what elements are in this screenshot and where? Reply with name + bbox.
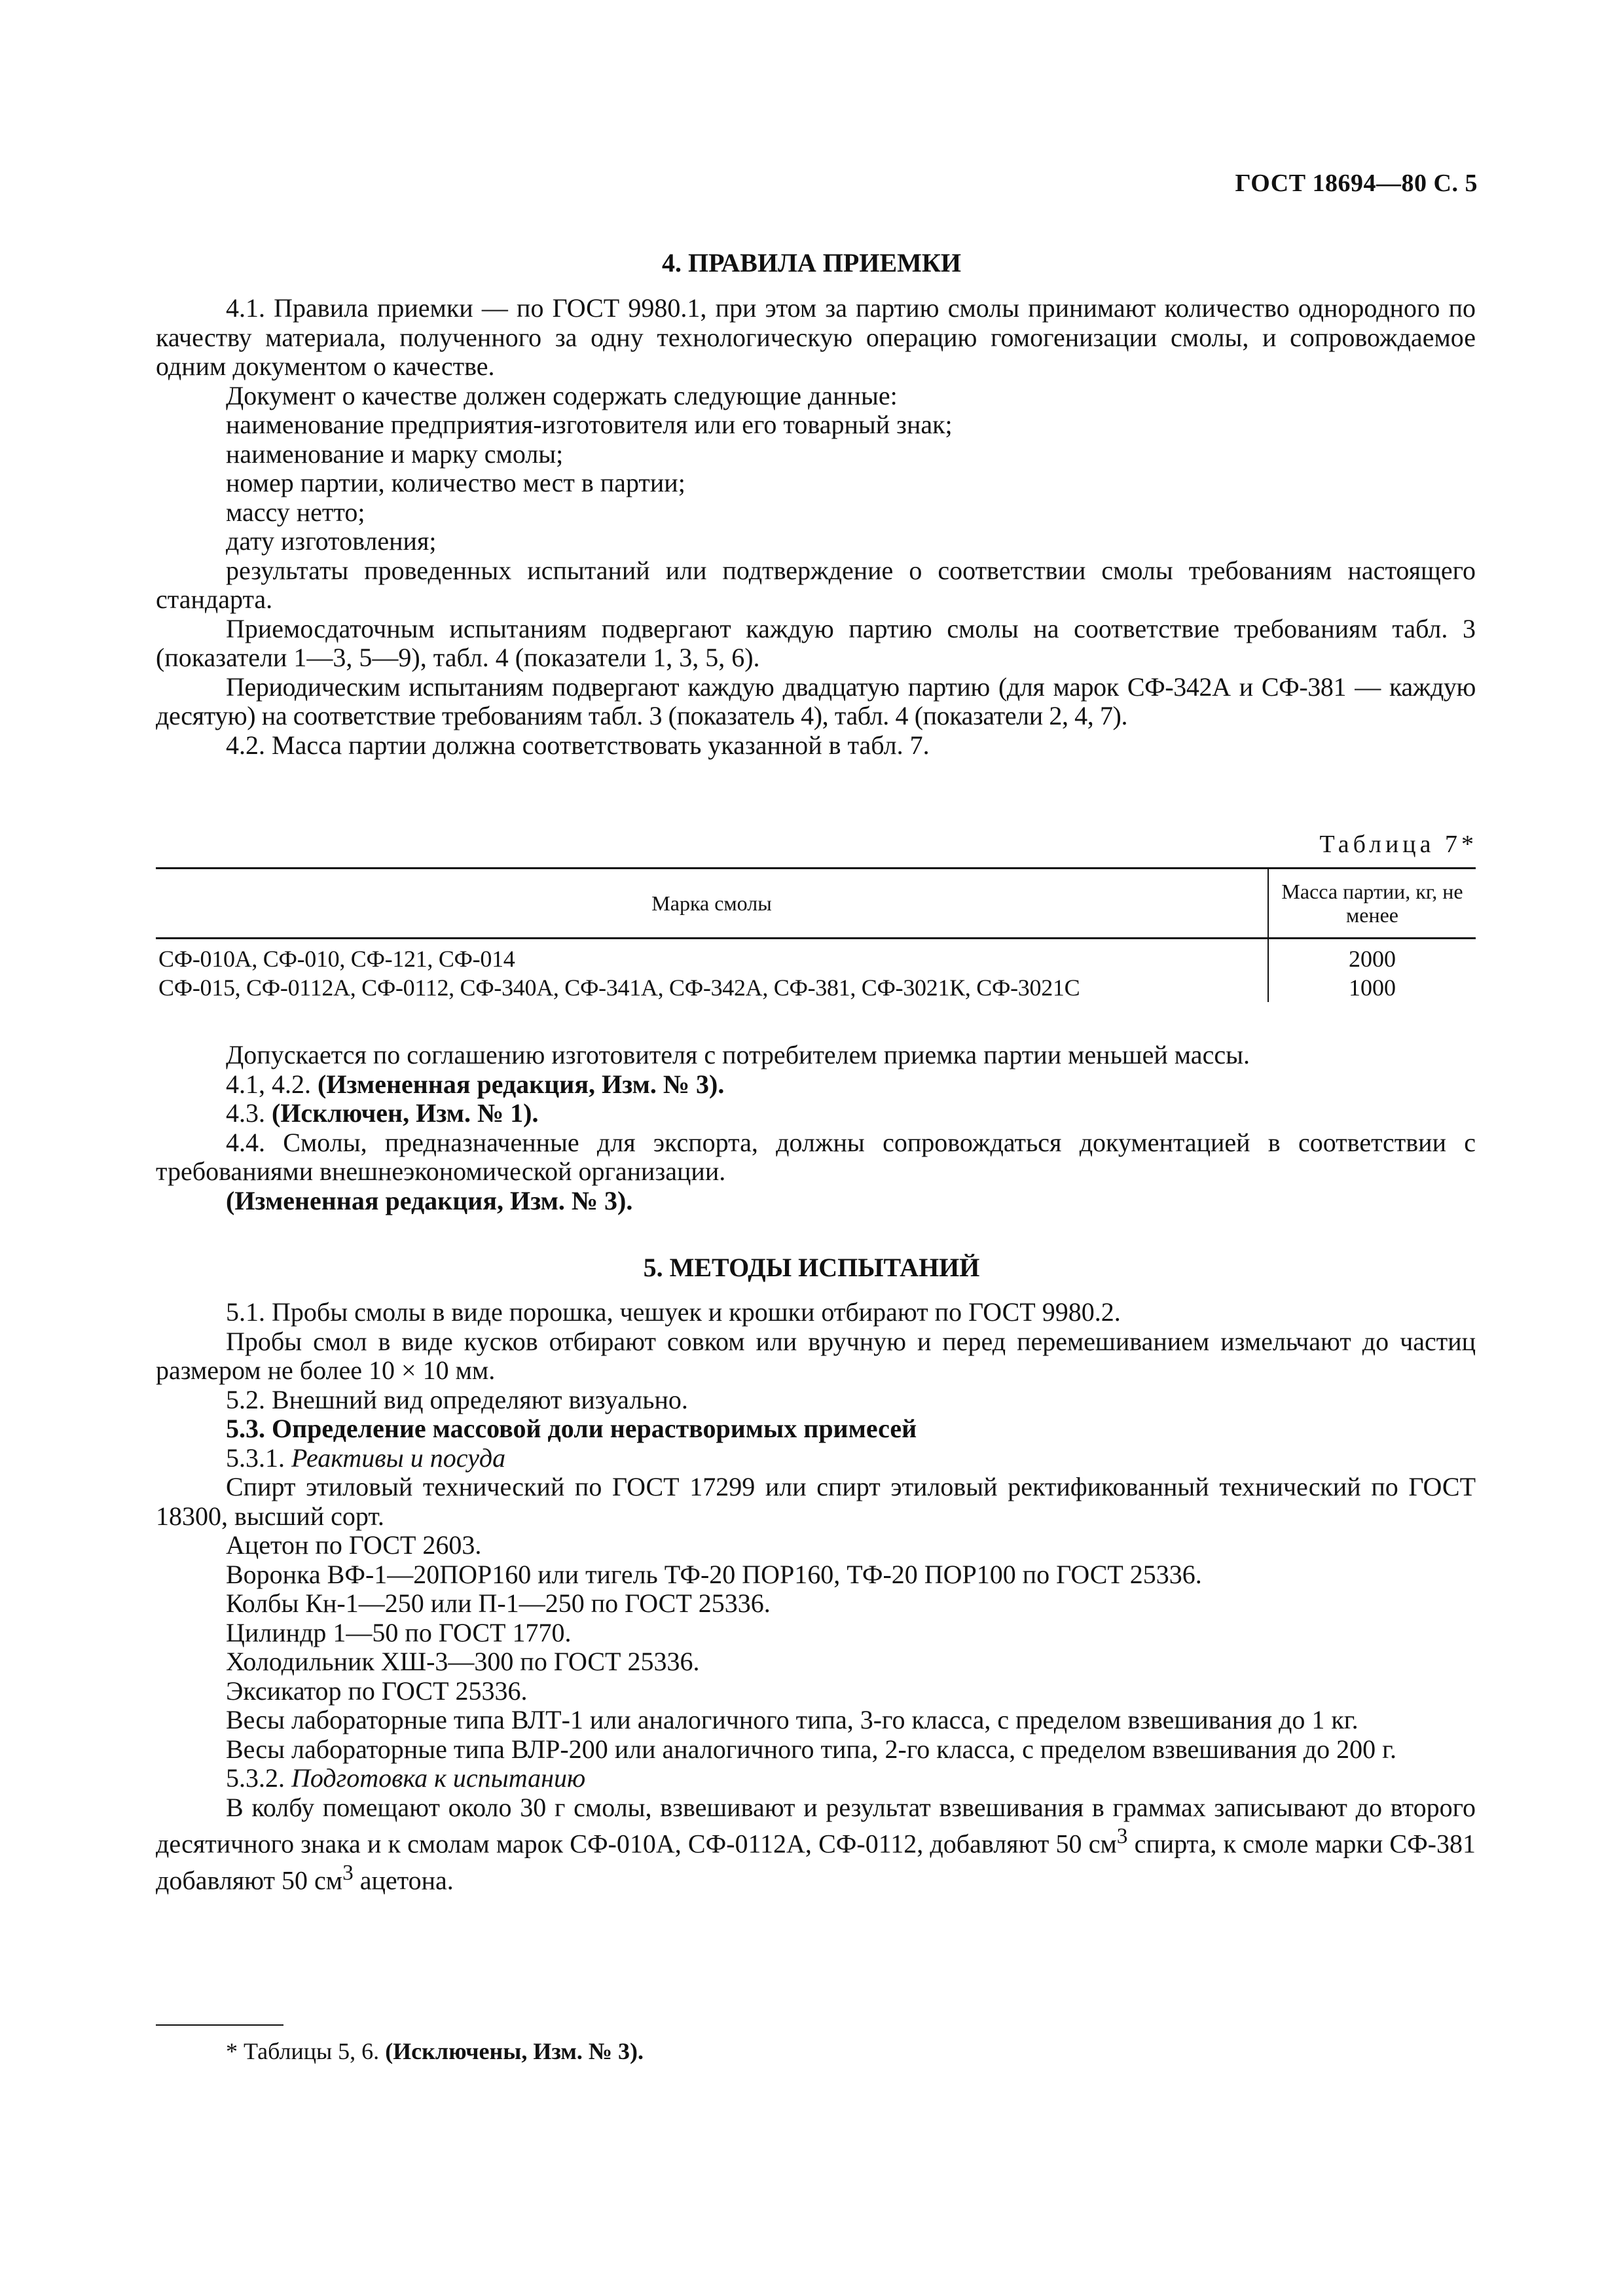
- table-row: [156, 973, 1476, 1002]
- section-title-4: 4. ПРАВИЛА ПРИЕМКИ: [661, 248, 961, 278]
- footnote-note: (Исключены, Изм. № 3).: [385, 2038, 644, 2064]
- table-cell-brand: СФ-010А, СФ-010, СФ-121, СФ-014: [156, 939, 1268, 974]
- equipment-item: Цилиндр 1—50 по ГОСТ 1770.: [226, 1617, 572, 1647]
- amendment-note: (Измененная редакция, Изм. № 3).: [318, 1069, 725, 1099]
- paragraph-scales-1: Весы лабораторные типа ВЛТ-1 или аналогичного типа, 3-го класса, с пределом взвешивания до 1 кг.: [226, 1705, 1359, 1734]
- after-table-body: [156, 1041, 1476, 1215]
- paragraph-4-2: 4.2. Масса партии должна соответствовать указанной в табл. 7.: [226, 730, 930, 760]
- paragraph-4-1: 4.1. Правила приемки — по ГОСТ 9980.1, при этом за партию смолы принимают количество однородного по качеству материала, полученного за одну технологическую операцию гомогенизации смолы, и сопровождаемое одним документом о качестве.: [156, 293, 1476, 381]
- paragraph-allowed: Допускается по соглашению изготовителя с потребителем приемка партии меньшей массы.: [226, 1040, 1250, 1069]
- doc-intro: Документ о качестве должен содержать следующие данные:: [226, 380, 898, 410]
- paragraph-periodic-tests: Периодическим испытаниям подвергают каждую двадцатую партию (для марок СФ-342А и СФ-381 — каждую десятую) на соответствие требованиям табл. 3 (показатель 4), табл. 4 (показатели 2, 4, 7).: [156, 672, 1476, 730]
- table-row: [156, 939, 1476, 974]
- paragraph-acceptance-tests: Приемосдаточным испытаниям подвергают каждую партию смолы на соответствие требованиям табл. 3 (показатели 1—3, 5—9), табл. 4 (показатели 1, 3, 5, 6).: [156, 613, 1476, 672]
- paragraph-flask: [156, 1793, 1476, 1895]
- amendment-note: (Измененная редакция, Изм. № 3).: [226, 1185, 633, 1215]
- paragraph-4-4-note: [156, 1187, 1476, 1216]
- subsection-title: 5.3. Определение массовой доли нерастворимых примесей: [226, 1414, 917, 1443]
- paragraph-5-2: 5.2. Внешний вид определяют визуально.: [226, 1384, 688, 1414]
- paragraph-scales-2: Весы лабораторные типа ВЛР-200 или аналогичного типа, 2-го класса, с пределом взвешивания до 200 г.: [226, 1734, 1397, 1764]
- table-cell-mass: 2000: [1349, 946, 1396, 972]
- doc-item: дату изготовления;: [226, 526, 437, 556]
- doc-item: наименование предприятия-изготовителя или его товарный знак;: [226, 410, 953, 439]
- footnote-text: * Таблицы 5, 6.: [226, 2038, 380, 2064]
- doc-item: номер партии, количество мест в партии;: [226, 468, 685, 497]
- equipment-item: Эксикатор по ГОСТ 25336.: [226, 1676, 528, 1706]
- paragraph-4-4: 4.4. Смолы, предназначенные для экспорта, должны сопровождаться документацией в соответствии с требованиями внешнеэкономической организации.: [156, 1127, 1476, 1186]
- equipment-item: Воронка ВФ-1—20ПОР160 или тигель ТФ-20 ПОР160, ТФ-20 ПОР100 по ГОСТ 25336.: [226, 1559, 1202, 1589]
- superscript: 3: [1116, 1824, 1128, 1848]
- subsection-title: Реактивы и посуда: [291, 1443, 506, 1473]
- clause-number: 4.3.: [226, 1098, 265, 1128]
- equipment-item: Колбы Кн-1—250 или П-1—250 по ГОСТ 25336.: [226, 1588, 771, 1618]
- paragraph-5-3-heading: [156, 1414, 1476, 1444]
- paragraph-5-3-1-heading: [156, 1444, 1476, 1473]
- doc-last-item: результаты проведенных испытаний или подтверждение о соответствии смолы требованиям настоящего стандарта.: [156, 555, 1476, 614]
- running-title: ГОСТ 18694—80 С. 5: [1235, 170, 1478, 197]
- paragraph-spirit: Спирт этиловый технический по ГОСТ 17299 или спирт этиловый ректификованный технический по ГОСТ 18300, высший сорт.: [156, 1472, 1476, 1531]
- paragraph-4-3: [156, 1099, 1476, 1128]
- footnote-divider: [156, 2024, 283, 2026]
- paragraph-5-1-pieces: Пробы смол в виде кусков отбирают совком или вручную и перед перемешиванием измельчают до частиц размером не более 10 × 10 мм.: [156, 1326, 1476, 1385]
- table-cell-mass: 1000: [1349, 975, 1396, 1001]
- footnote: [226, 2037, 644, 2065]
- paragraph-5-3-2-heading: [156, 1764, 1476, 1793]
- paragraph-changed-4-1-4-2: [156, 1070, 1476, 1100]
- clause-numbers: 4.1, 4.2.: [226, 1069, 311, 1099]
- doc-item: наименование и марку смолы;: [226, 439, 564, 469]
- table-cell-brand: СФ-015, СФ-0112А, СФ-0112, СФ-340А, СФ-341А, СФ-342А, СФ-381, СФ-3021К, СФ-3021С: [156, 973, 1268, 1002]
- table-7: [156, 867, 1476, 1002]
- column-header-mass: Масса партии, кг, не менее: [1268, 869, 1476, 939]
- subsection-title: Подготовка к испытанию: [291, 1763, 586, 1793]
- column-header-brand: Марка смолы: [156, 869, 1268, 939]
- equipment-item: Холодильник ХШ-3—300 по ГОСТ 25336.: [226, 1647, 700, 1676]
- clause-number: 5.3.1.: [226, 1443, 285, 1473]
- paragraph-5-1: 5.1. Пробы смолы в виде порошка, чешуек и крошки отбирают по ГОСТ 9980.2.: [226, 1297, 1121, 1327]
- superscript: 3: [342, 1860, 354, 1885]
- section-5-body: [156, 1298, 1476, 1895]
- flask-text-c: ацетона.: [353, 1865, 454, 1895]
- section-title-5: 5. МЕТОДЫ ИСПЫТАНИЙ: [643, 1253, 980, 1282]
- amendment-note: (Исключен, Изм. № 1).: [272, 1098, 539, 1128]
- flask-text-a: В колбу помещают около 30 г смолы, взвешивают и результат взвешивания в граммах записывают до второго десятичного знака и к смолам марок СФ-010А, СФ-0112А, СФ-0112, добавляют 50 см: [156, 1792, 1476, 1859]
- equipment-item: Ацетон по ГОСТ 2603.: [226, 1530, 482, 1560]
- doc-item: массу нетто;: [226, 497, 365, 527]
- flask-text-b: спирта, к смоле марки СФ-381 добавляют 50 см: [156, 1829, 1476, 1895]
- clause-number: 5.3.2.: [226, 1763, 285, 1793]
- section-4-body: [156, 294, 1476, 760]
- table-caption: Таблица 7*: [1319, 831, 1478, 858]
